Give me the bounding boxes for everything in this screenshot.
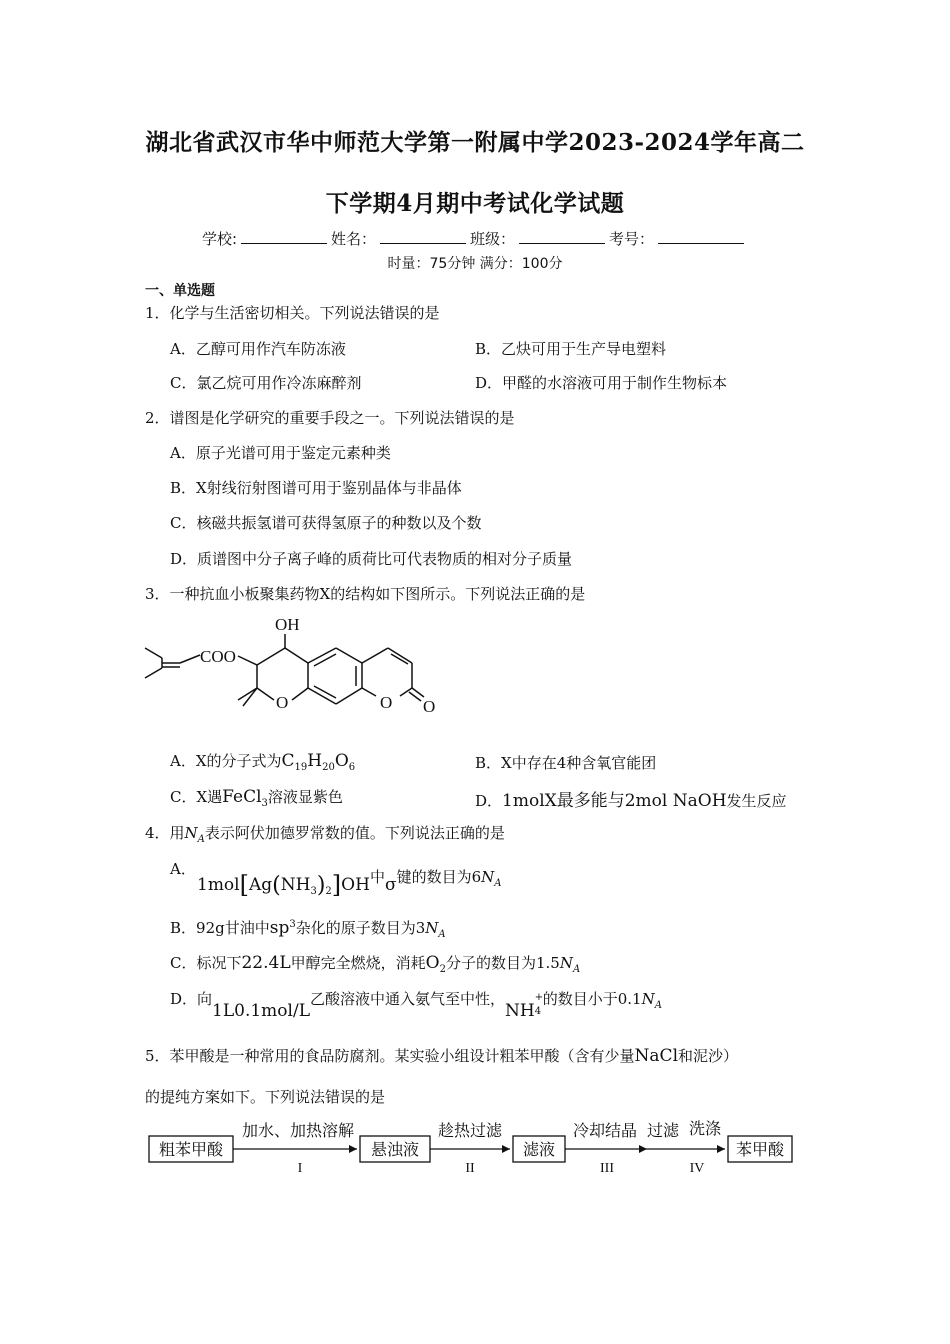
q4-option-d: D．向1L0.1mol/L乙酸溶液中通入氨气至中性，NH + 4 的数目小于$0.1N_A$ <box>170 990 662 1021</box>
q2-stem: 2．谱图是化学研究的重要手段之一。下列说法错误的是 <box>145 409 515 427</box>
section-heading: 一、单选题 <box>145 283 215 299</box>
class-label: 班级： <box>470 230 516 248</box>
flow-box-suspension: 悬浊液 <box>370 1142 420 1159</box>
page-title-line1: 湖北省武汉市华中师范大学第一附属中学2023-2024学年高二 <box>145 129 805 156</box>
structure-label-carbonyl-o: O <box>423 697 436 716</box>
flow-step1-label: 加水、加热溶解 <box>241 1123 355 1140</box>
q4-option-a-formula: $1mol[Ag(NH_3)_2]OH$中σ键的数目为$6N_A$ <box>197 868 502 899</box>
q3-option-a: A．X的分子式为$C_{19}H_{20}O_6$ <box>170 751 356 773</box>
structure-label-ring-o: O <box>276 693 289 712</box>
flow-step3-label: 冷却结晶 <box>572 1123 638 1140</box>
flow-step2-numeral: II <box>465 1161 475 1176</box>
student-info-line <box>0 228 950 249</box>
structure-label-coo: COO <box>200 647 236 666</box>
flow-step4-label: 过滤 <box>646 1123 680 1140</box>
class-blank <box>519 229 605 244</box>
page-title-line2: 下学期4月期中考试化学试题 <box>325 190 625 217</box>
structure-label-oh: OH <box>275 615 300 634</box>
flow-wash-label: 洗涤 <box>688 1121 722 1138</box>
q2-option-c: C．核磁共振氢谱可获得氢原子的种数以及个数 <box>170 514 482 532</box>
exam-no-blank <box>658 229 744 244</box>
q3-option-b: B．X中存在4种含氧官能团 <box>475 754 657 772</box>
q1-option-a: A．乙醇可用作汽车防冻液 <box>170 340 346 358</box>
school-blank <box>241 229 327 244</box>
flow-step3-numeral: III <box>600 1161 614 1176</box>
purification-flow-diagram <box>145 1112 805 1182</box>
q2-option-b: B．X射线衍射图谱可用于鉴别晶体与非晶体 <box>170 479 462 497</box>
q4-option-b: B．92g甘油中$sp^3$杂化的原子数目为$3N_A$ <box>170 918 446 940</box>
q4-option-a: A． <box>170 860 196 878</box>
flow-step1-numeral: I <box>297 1161 303 1176</box>
q4-stem: 4．用$N_A$表示阿伏加德罗常数的值。下列说法正确的是 <box>145 824 505 845</box>
q5-stem-line2: 的提纯方案如下。下列说法错误的是 <box>145 1088 386 1106</box>
q1-stem: 1．化学与生活密切相关。下列说法错误的是 <box>145 304 440 322</box>
q1-option-d: D．甲醛的水溶液可用于制作生物标本 <box>475 374 728 392</box>
q3-option-c: C．X遇FeCl$_3$溶液显紫色 <box>170 787 343 809</box>
school-label: 学校: <box>201 230 237 248</box>
q1-option-c: C．氯乙烷可用作冷冻麻醉剂 <box>170 374 362 392</box>
q2-option-a: A．原子光谱可用于鉴定元素种类 <box>170 444 391 462</box>
q5-stem-line1: 5．苯甲酸是一种常用的食品防腐剂。某实验小组设计粗苯甲酸（含有少量NaCl和泥沙） <box>145 1046 739 1066</box>
flow-step4-numeral: IV <box>689 1161 705 1176</box>
flow-box-crude: 粗苯甲酸 <box>158 1142 224 1159</box>
flow-box-filtrate: 滤液 <box>522 1142 556 1159</box>
name-blank <box>380 229 466 244</box>
time-info: 时量：75分钟 满分：100分 <box>387 256 563 272</box>
exam-no-label: 考号： <box>609 230 655 248</box>
name-label: 姓名： <box>331 230 377 248</box>
molecule-structure-diagram <box>140 608 440 723</box>
flow-step2-label: 趁热过滤 <box>437 1123 503 1140</box>
q1-option-b: B．乙炔可用于生产导电塑料 <box>475 340 667 358</box>
q3-stem: 3．一种抗血小板聚集药物X的结构如下图所示。下列说法正确的是 <box>145 585 586 603</box>
flow-box-product: 苯甲酸 <box>735 1142 785 1159</box>
q4-option-c: C．标况下22.4L甲醇完全燃烧，消耗$O_2$分子的数目为$1.5N_A$ <box>170 953 581 975</box>
q3-option-d: D．1molX最多能与2mol NaOH发生反应 <box>475 791 787 811</box>
structure-label-lactone-o: O <box>380 693 393 712</box>
q2-option-d: D．质谱图中分子离子峰的质荷比可代表物质的相对分子质量 <box>170 550 573 568</box>
